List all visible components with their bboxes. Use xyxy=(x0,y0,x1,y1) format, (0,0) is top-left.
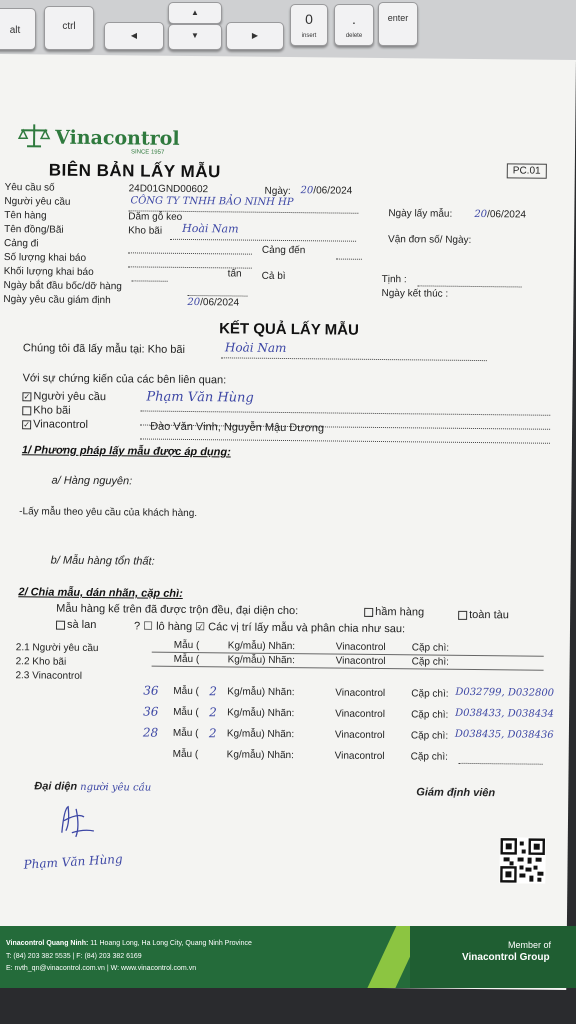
ten-hang-value: Dăm gỗ keo xyxy=(128,211,183,223)
dist-label-2: 2.2 Kho bãi xyxy=(15,656,67,668)
ngay-bat-dau-label: Ngày bắt đầu bốc/dỡ hàng xyxy=(3,280,122,293)
footer-member-of: Member of xyxy=(508,940,552,950)
ngay-lay-mau-day-hand: 20 xyxy=(474,208,488,221)
ca-bi-label: Cả bì xyxy=(261,270,286,283)
signature-mark xyxy=(54,803,104,840)
section-2-heading: 2/ Chia mẫu, dán nhãn, cặp chì: xyxy=(18,586,183,600)
khoi-luong-label: Khối lượng khai báo xyxy=(3,266,94,278)
ctrl-key[interactable]: ctrl xyxy=(44,6,94,50)
party-value-1: Phạm Văn Hùng xyxy=(146,389,254,406)
footer-phone: T: (84) 203 382 5535 | F: (84) 203 382 6169 xyxy=(6,953,142,960)
opt-ham-hang xyxy=(364,606,424,619)
party-vinacontrol xyxy=(22,418,88,431)
vina-row-1-capchi: Cặp chì: xyxy=(411,688,449,700)
party-checkbox-3[interactable]: ✓ xyxy=(23,419,31,429)
footer-address: 11 Hoang Long, Ha Long City, Quang Ninh Province xyxy=(90,940,252,947)
vina-row-3-mau: Mẫu ( xyxy=(172,727,199,740)
ngay-yc-giam-dinh-value xyxy=(187,297,239,309)
right-arrow-key[interactable]: ▶ xyxy=(226,22,284,50)
nguoi-yeu-cau-label: Người yêu cầu xyxy=(4,196,71,208)
ngay-lay-mau-rest: /06/2024 xyxy=(487,209,527,221)
hang-nguyen: a/ Hàng nguyên: xyxy=(51,474,133,488)
vina-row-1-mau: Mẫu ( xyxy=(173,685,199,698)
logo-since: SINCE 1957 xyxy=(130,149,165,156)
vina-row-3-count: 28 xyxy=(142,725,159,740)
row2-mau: Mẫu ( xyxy=(173,653,200,666)
dai-dien-hand: người yêu cầu xyxy=(80,781,152,794)
mix-text: Mẫu hàng kế trên đã được trộn đều, đại diện cho: xyxy=(56,602,299,618)
vina-row-2-mau: Mẫu ( xyxy=(173,706,199,719)
row2-capchi: Cặp chì: xyxy=(411,656,449,668)
vina-row-3-capchi: Cặp chì: xyxy=(410,730,449,742)
tinh-label: Tịnh : xyxy=(381,274,407,286)
theo-yeu-cau: -Lấy mẫu theo yêu cầu của khách hàng. xyxy=(19,506,198,520)
vina-row-2-kg: Kg/mẫu) Nhãn: xyxy=(227,707,295,720)
ngay-yc-giam-dinh-rest: /06/2024 xyxy=(200,297,240,309)
vina-row-2-count: 36 xyxy=(143,704,159,719)
ngay-yc-giam-dinh-day-hand: 20 xyxy=(187,296,201,309)
vina-row-4-vina: Vinacontrol xyxy=(334,750,385,763)
ngay-bat-dau-line xyxy=(187,284,247,297)
left-arrow-key[interactable]: ◀ xyxy=(104,22,164,50)
result-title: KẾT QUẢ LẤY MẪU xyxy=(219,320,359,339)
sa-lan-label: sà lan xyxy=(66,618,97,632)
party-value-3: Đào Văn Vinh, Nguyễn Mậu Dương xyxy=(150,420,325,435)
party-kho-bai xyxy=(22,404,70,417)
dist-label-3: 2.3 Vinacontrol xyxy=(15,670,83,682)
toan-tau-label: toàn tàu xyxy=(469,608,509,622)
ham-hang-label: hầm hàng xyxy=(375,605,425,619)
document-title: BIÊN BẢN LẤY MẪU xyxy=(48,160,221,182)
cang-di-label: Cảng đi xyxy=(3,238,39,250)
cang-di-line xyxy=(128,241,252,254)
van-don-label: Vận đơn số/ Ngày: xyxy=(388,234,472,246)
vina-row-2-vina: Vinacontrol xyxy=(335,708,386,721)
ngay-lay-mau-label: Ngày lấy mẫu: xyxy=(388,208,453,220)
party-checkbox-1[interactable]: ✓ xyxy=(23,391,31,401)
ten-dong-value: Kho bãi xyxy=(128,225,163,237)
opt-sa-lan xyxy=(56,619,96,631)
ngay-value xyxy=(301,185,353,197)
cang-den-label: Cảng đến xyxy=(261,244,306,257)
logo-text: Vinacontrol xyxy=(55,126,180,150)
vina-row-2-seal: D038433, D038434 xyxy=(455,707,554,720)
row1-mau: Mẫu ( xyxy=(173,639,200,652)
section-1-heading: 1/ Phương pháp lấy mẫu được áp dụng: xyxy=(21,444,231,459)
vina-row-3-kg: Kg/mẫu) Nhãn: xyxy=(226,728,295,741)
cang-den-line xyxy=(336,248,362,260)
witness-text: Với sự chứng kiến của các bên liên quan: xyxy=(22,372,227,387)
row1-capchi: Cặp chì: xyxy=(411,642,450,654)
ten-dong-label: Tên đồng/Bãi xyxy=(4,224,64,236)
opt-toan-tau xyxy=(458,609,509,622)
signature-name: Phạm Văn Hùng xyxy=(23,851,123,872)
enter-key[interactable]: enter xyxy=(378,2,418,46)
form-code-text: PC.01 xyxy=(512,165,541,177)
vina-row-3-kg-hand: 2 xyxy=(208,726,217,741)
dist-label-1: 2.1 Người yêu cầu xyxy=(15,642,99,655)
form-code xyxy=(507,163,547,178)
ten-dong-hand: Hoài Nam xyxy=(182,221,239,236)
representative-label xyxy=(34,780,151,793)
party-label-3: Vinacontrol xyxy=(33,418,89,431)
vina-row-2-capchi: Cặp chì: xyxy=(411,709,449,721)
scale-icon xyxy=(17,122,51,148)
sampling-record-document xyxy=(0,54,576,990)
vina-row-2-kg-hand: 2 xyxy=(209,705,217,720)
ngay-ket-thuc-label: Ngày kết thúc : xyxy=(381,288,449,300)
vina-row-4-mau: Mẫu ( xyxy=(172,748,199,761)
yeu-cau-so-label: Yêu cầu số xyxy=(4,182,55,194)
party-checkbox-2[interactable] xyxy=(22,406,31,415)
footer-address-line xyxy=(6,940,252,947)
alt-key[interactable]: alt xyxy=(0,8,36,50)
so-luong-line xyxy=(128,255,252,268)
ngay-yc-giam-dinh-label: Ngày yêu cầu giám định xyxy=(3,294,111,307)
tan-label: tấn xyxy=(227,268,242,280)
row1-vina: Vinacontrol xyxy=(335,641,386,654)
vina-row-4-kg: Kg/mẫu) Nhãn: xyxy=(226,749,294,762)
vina-row-1-count: 36 xyxy=(143,683,159,698)
keyboard xyxy=(0,0,576,62)
tinh-line xyxy=(418,274,522,287)
vina-row-3-seal: D038435, D038436 xyxy=(454,728,554,741)
footer-email: E: nvth_qn@vinacontrol.com.vn | W: www.vinacontrol.com.vn xyxy=(6,965,197,972)
ngay-label: Ngày: xyxy=(264,185,291,198)
vina-row-1-kg: Kg/mẫu) Nhãn: xyxy=(227,686,295,699)
dai-dien-text: Đại diện xyxy=(34,780,78,793)
zero-insert-key[interactable]: 0 insert xyxy=(290,4,328,46)
qr-code xyxy=(499,837,545,883)
vina-row-4-line xyxy=(459,752,543,765)
so-luong-label: Số lượng khai báo xyxy=(3,252,87,264)
opt-lo-hang: ? ☐ lô hàng ☑ Các vị trí lấy mẫu và phân chia như sau: xyxy=(133,620,406,636)
row2-vina: Vinacontrol xyxy=(335,655,386,668)
ngay-rest: /06/2024 xyxy=(313,185,353,197)
toan-tau-checkbox[interactable] xyxy=(458,610,467,619)
party-label-2: Kho bãi xyxy=(33,404,71,417)
row1-kg: Kg/mẫu) Nhãn: xyxy=(227,640,296,653)
nguoi-yeu-cau-hand: CÔNG TY TNHH BẢO NINH HP xyxy=(130,195,294,209)
sa-lan-checkbox[interactable] xyxy=(56,620,65,629)
ham-hang-checkbox[interactable] xyxy=(364,607,373,616)
taken-at-label: Chúng tôi đã lấy mẫu tại: Kho bãi xyxy=(22,342,186,356)
dot-delete-key[interactable]: . delete xyxy=(334,4,374,46)
vina-row-4-capchi: Cặp chì: xyxy=(410,751,448,763)
vina-row-1-seal: D032799, D032800 xyxy=(455,686,555,699)
hang-ton-that: b/ Mẫu hàng tổn thất: xyxy=(50,554,155,568)
vinacontrol-logo xyxy=(17,122,51,153)
footer-company: Vinacontrol Quang Ninh: xyxy=(6,940,89,947)
ten-hang-label: Tên hàng xyxy=(4,210,47,222)
vina-row-1-kg-hand: 2 xyxy=(209,684,218,699)
vina-row-1-vina: Vinacontrol xyxy=(335,687,386,700)
ngay-day-hand: 20 xyxy=(300,185,314,197)
party-label-1: Người yêu cầu xyxy=(33,390,107,404)
row2-kg: Kg/mẫu) Nhãn: xyxy=(227,654,295,667)
khoi-luong-line xyxy=(132,269,168,281)
inspector-label: Giám định viên xyxy=(416,786,496,800)
down-arrow-key[interactable]: ▼ xyxy=(168,24,222,50)
yeu-cau-so-value: 24D01GND00602 xyxy=(128,183,209,196)
document-footer xyxy=(0,926,576,988)
footer-group: Vinacontrol Group xyxy=(462,952,550,963)
vina-row-3-vina: Vinacontrol xyxy=(334,729,385,742)
ngay-lay-mau-value xyxy=(474,209,526,221)
up-arrow-key[interactable]: ▲ xyxy=(168,2,222,24)
taken-at-hand: Hoài Nam xyxy=(224,340,287,356)
party-nguoi-yeu-cau xyxy=(22,390,106,403)
